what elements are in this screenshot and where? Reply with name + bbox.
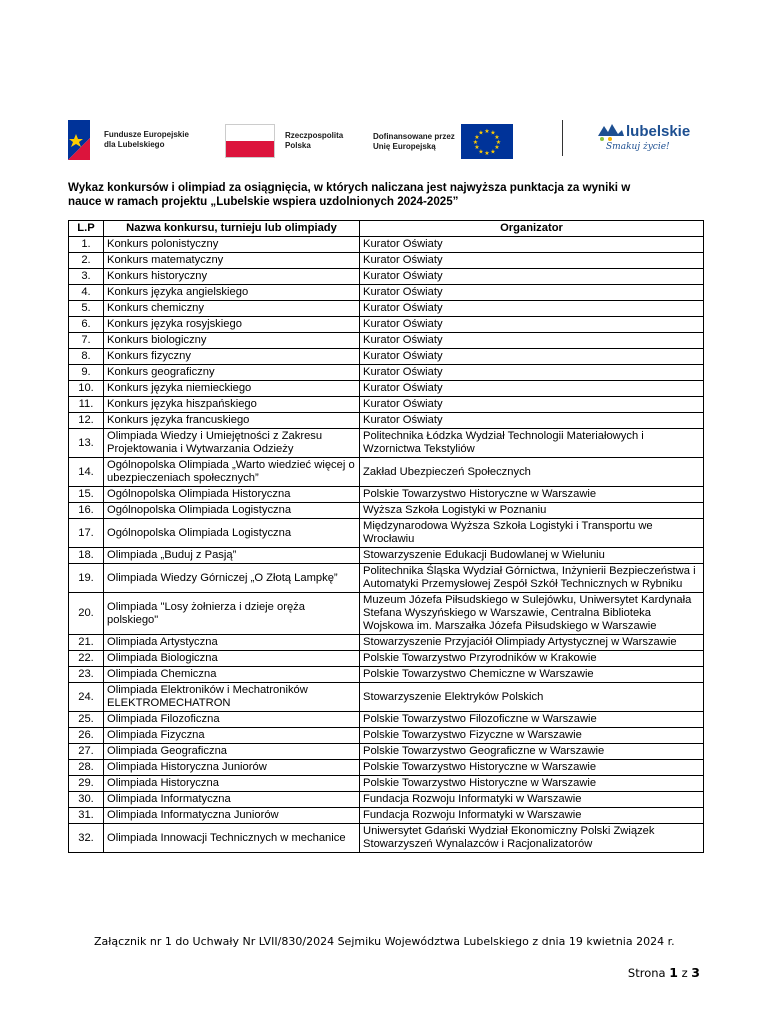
cell-organizer: Zakład Ubezpieczeń Społecznych xyxy=(360,458,704,487)
table-row xyxy=(69,683,704,712)
cell-name: Olimpiada Biologiczna xyxy=(104,651,360,667)
cell-name: Konkurs polonistyczny xyxy=(104,237,360,253)
cell-lp: 14. xyxy=(69,458,104,487)
cell-lp: 16. xyxy=(69,503,104,519)
table-body xyxy=(69,237,704,853)
cell-lp: 23. xyxy=(69,667,104,683)
logo-bar xyxy=(68,116,698,168)
cell-lp: 13. xyxy=(69,429,104,458)
ue-text-line1: Dofinansowane przez xyxy=(373,131,455,141)
cell-lp: 30. xyxy=(69,792,104,808)
svg-text:★: ★ xyxy=(490,129,496,137)
table-row xyxy=(69,593,704,635)
cell-lp: 25. xyxy=(69,712,104,728)
cell-name: Ogólnopolska Olimpiada Logistyczna xyxy=(104,519,360,548)
cell-organizer: Fundacja Rozwoju Informatyki w Warszawie xyxy=(360,808,704,824)
cell-name: Olimpiada Informatyczna Juniorów xyxy=(104,808,360,824)
svg-text:★: ★ xyxy=(490,148,496,156)
cell-lp: 3. xyxy=(69,269,104,285)
cell-organizer: Kurator Oświaty xyxy=(360,397,704,413)
table-row xyxy=(69,413,704,429)
fundusze-europejskie-logo xyxy=(68,120,189,160)
header-name: Nazwa konkursu, turnieju lub olimpiady xyxy=(104,221,360,237)
rp-text-line1: Rzeczpospolita xyxy=(285,131,344,140)
svg-text:★: ★ xyxy=(484,128,490,135)
table-row xyxy=(69,458,704,487)
document-heading xyxy=(68,181,708,209)
rzeczpospolita-polska-logo xyxy=(225,124,343,158)
cell-lp: 7. xyxy=(69,333,104,349)
table-row xyxy=(69,776,704,792)
table-row xyxy=(69,349,704,365)
cell-organizer: Fundacja Rozwoju Informatyki w Warszawie xyxy=(360,792,704,808)
cell-lp: 19. xyxy=(69,564,104,593)
table-row xyxy=(69,792,704,808)
attachment-note: Załącznik nr 1 do Uchwały Nr LVII/830/2024 Sejmiku Województwa Lubelskiego z dnia 19 kwietnia 2024 r. xyxy=(94,935,675,948)
heading-line2: nauce w ramach projektu „Lubelskie wspiera uzdolnionych 2024-2025” xyxy=(68,195,459,208)
table-row xyxy=(69,237,704,253)
cell-name: Olimpiada Innowacji Technicznych w mechanice xyxy=(104,824,360,853)
cell-lp: 2. xyxy=(69,253,104,269)
cell-organizer: Kurator Oświaty xyxy=(360,365,704,381)
table-row xyxy=(69,285,704,301)
cell-lp: 26. xyxy=(69,728,104,744)
page-of: z xyxy=(681,966,688,980)
cell-name: Konkurs fizyczny xyxy=(104,349,360,365)
cell-name: Ogólnopolska Olimpiada Logistyczna xyxy=(104,503,360,519)
cell-lp: 29. xyxy=(69,776,104,792)
svg-text:★: ★ xyxy=(472,139,478,146)
svg-text:★: ★ xyxy=(474,144,480,151)
rp-text-line2: Polska xyxy=(285,141,311,150)
cell-organizer: Kurator Oświaty xyxy=(360,285,704,301)
cell-lp: 18. xyxy=(69,548,104,564)
cell-name: Olimpiada Fizyczna xyxy=(104,728,360,744)
table-row xyxy=(69,808,704,824)
cell-name: Olimpiada Historyczna xyxy=(104,776,360,792)
cell-organizer: Polskie Towarzystwo Historyczne w Warszawie xyxy=(360,760,704,776)
cell-organizer: Polskie Towarzystwo Chemiczne w Warszawie xyxy=(360,667,704,683)
cell-lp: 28. xyxy=(69,760,104,776)
cell-name: Olimpiada Artystyczna xyxy=(104,635,360,651)
table-row xyxy=(69,333,704,349)
table-row xyxy=(69,301,704,317)
fe-flag-icon xyxy=(68,120,98,160)
cell-lp: 1. xyxy=(69,237,104,253)
lubelskie-mark-icon xyxy=(596,120,626,142)
cell-name: Konkurs geograficzny xyxy=(104,365,360,381)
table-row xyxy=(69,397,704,413)
cell-name: Olimpiada "Losy żołnierza i dzieje oręża polskiego" xyxy=(104,593,360,635)
svg-text:★: ★ xyxy=(494,134,500,141)
cell-lp: 22. xyxy=(69,651,104,667)
fe-text-line2: dla Lubelskiego xyxy=(104,140,165,149)
cell-organizer: Stowarzyszenie Edukacji Budowlanej w Wieluniu xyxy=(360,548,704,564)
cell-name: Olimpiada Wiedzy i Umiejętności z Zakresu Projektowania i Wytwarzania Odzieży xyxy=(104,429,360,458)
cell-name: Konkurs języka niemieckiego xyxy=(104,381,360,397)
cell-name: Ogólnopolska Olimpiada Historyczna xyxy=(104,487,360,503)
table-row xyxy=(69,564,704,593)
cell-name: Konkurs historyczny xyxy=(104,269,360,285)
cell-lp: 20. xyxy=(69,593,104,635)
table-row xyxy=(69,269,704,285)
cell-lp: 17. xyxy=(69,519,104,548)
cell-lp: 32. xyxy=(69,824,104,853)
svg-text:★: ★ xyxy=(474,134,480,141)
cell-lp: 4. xyxy=(69,285,104,301)
header-organizer: Organizator xyxy=(360,221,704,237)
cell-organizer: Politechnika Łódzka Wydział Technologii Materiałowych i Wzornictwa Tekstyliów xyxy=(360,429,704,458)
cell-lp: 10. xyxy=(69,381,104,397)
cell-organizer: Kurator Oświaty xyxy=(360,301,704,317)
lubelskie-name: lubelskie xyxy=(626,122,691,140)
table-row xyxy=(69,635,704,651)
cell-lp: 27. xyxy=(69,744,104,760)
cell-organizer: Kurator Oświaty xyxy=(360,413,704,429)
table-row xyxy=(69,667,704,683)
cell-organizer: Międzynarodowa Wyższa Szkoła Logistyki i Transportu we Wrocławiu xyxy=(360,519,704,548)
cell-organizer: Polskie Towarzystwo Przyrodników w Krakowie xyxy=(360,651,704,667)
cell-name: Konkurs biologiczny xyxy=(104,333,360,349)
cell-organizer: Uniwersytet Gdański Wydział Ekonomiczny Polski Związek Stowarzyszeń Wynalazców i Racjonalizatorów xyxy=(360,824,704,853)
table-row xyxy=(69,728,704,744)
svg-text:★: ★ xyxy=(494,144,500,151)
lubelskie-logo xyxy=(596,120,690,152)
cell-lp: 31. xyxy=(69,808,104,824)
cell-name: Olimpiada Elektroników i Mechatroników ELEKTROMECHATRON xyxy=(104,683,360,712)
page-current: 1 xyxy=(669,965,678,980)
cell-organizer: Kurator Oświaty xyxy=(360,253,704,269)
table-row xyxy=(69,503,704,519)
table-row xyxy=(69,487,704,503)
table-row xyxy=(69,429,704,458)
cell-name: Ogólnopolska Olimpiada „Warto wiedzieć więcej o ubezpieczeniach społecznych” xyxy=(104,458,360,487)
eu-cofinanced-logo xyxy=(373,124,513,159)
cell-lp: 5. xyxy=(69,301,104,317)
table-row xyxy=(69,317,704,333)
cell-name: Konkurs języka hiszpańskiego xyxy=(104,397,360,413)
cell-organizer: Politechnika Śląska Wydział Górnictwa, Inżynierii Bezpieczeństwa i Automatyki Przemysłowej Zespół Szkół Technicznych w Rybniku xyxy=(360,564,704,593)
cell-name: Olimpiada Chemiczna xyxy=(104,667,360,683)
logo-divider xyxy=(562,120,563,156)
cell-organizer: Stowarzyszenie Przyjaciół Olimpiady Artystycznej w Warszawie xyxy=(360,635,704,651)
table-header-row xyxy=(69,221,704,237)
table-row xyxy=(69,253,704,269)
cell-organizer: Wyższa Szkoła Logistyki w Poznaniu xyxy=(360,503,704,519)
cell-name: Konkurs matematyczny xyxy=(104,253,360,269)
table-row xyxy=(69,651,704,667)
cell-organizer: Kurator Oświaty xyxy=(360,317,704,333)
table-row xyxy=(69,548,704,564)
page-number xyxy=(628,965,700,980)
cell-lp: 15. xyxy=(69,487,104,503)
polish-flag-icon xyxy=(225,124,275,158)
cell-name: Konkurs języka rosyjskiego xyxy=(104,317,360,333)
eu-flag-icon xyxy=(461,124,513,159)
cell-organizer: Kurator Oświaty xyxy=(360,333,704,349)
fe-text-line1: Fundusze Europejskie xyxy=(104,130,189,139)
cell-organizer: Stowarzyszenie Elektryków Polskich xyxy=(360,683,704,712)
heading-line1: Wykaz konkursów i olimpiad za osiągnięcia, w których naliczana jest najwyższa punktacja za wyniki w xyxy=(68,181,631,194)
svg-text:★: ★ xyxy=(495,139,501,146)
svg-text:★: ★ xyxy=(478,129,484,137)
page-label: Strona xyxy=(627,966,666,980)
cell-name: Konkurs języka francuskiego xyxy=(104,413,360,429)
cell-organizer: Kurator Oświaty xyxy=(360,381,704,397)
cell-organizer: Polskie Towarzystwo Geograficzne w Warszawie xyxy=(360,744,704,760)
cell-organizer: Muzeum Józefa Piłsudskiego w Sulejówku, Uniwersytet Kardynała Stefana Wyszyńskiego w Warszawie, Centralna Biblioteka Wojskowa im. Marszałka Józefa Piłsudskiego w Warszawie xyxy=(360,593,704,635)
cell-organizer: Polskie Towarzystwo Historyczne w Warszawie xyxy=(360,487,704,503)
cell-name: Konkurs języka angielskiego xyxy=(104,285,360,301)
cell-organizer: Kurator Oświaty xyxy=(360,349,704,365)
cell-organizer: Polskie Towarzystwo Fizyczne w Warszawie xyxy=(360,728,704,744)
svg-text:★: ★ xyxy=(478,148,484,156)
cell-lp: 9. xyxy=(69,365,104,381)
cell-name: Olimpiada Geograficzna xyxy=(104,744,360,760)
cell-lp: 12. xyxy=(69,413,104,429)
table-row xyxy=(69,365,704,381)
svg-text:★: ★ xyxy=(484,150,490,157)
ue-text-line2: Unię Europejską xyxy=(373,141,436,151)
cell-lp: 21. xyxy=(69,635,104,651)
cell-lp: 11. xyxy=(69,397,104,413)
cell-name: Olimpiada Historyczna Juniorów xyxy=(104,760,360,776)
header-lp: L.P xyxy=(69,221,104,237)
cell-organizer: Kurator Oświaty xyxy=(360,237,704,253)
cell-name: Olimpiada Informatyczna xyxy=(104,792,360,808)
cell-organizer: Kurator Oświaty xyxy=(360,269,704,285)
cell-name: Konkurs chemiczny xyxy=(104,301,360,317)
cell-lp: 8. xyxy=(69,349,104,365)
table-row xyxy=(69,824,704,853)
cell-lp: 24. xyxy=(69,683,104,712)
cell-organizer: Polskie Towarzystwo Historyczne w Warszawie xyxy=(360,776,704,792)
table-row xyxy=(69,744,704,760)
page-total: 3 xyxy=(691,965,700,980)
cell-lp: 6. xyxy=(69,317,104,333)
cell-name: Olimpiada Wiedzy Górniczej „O Złotą Lampkę” xyxy=(104,564,360,593)
cell-name: Olimpiada Filozoficzna xyxy=(104,712,360,728)
cell-organizer: Polskie Towarzystwo Filozoficzne w Warszawie xyxy=(360,712,704,728)
table-row xyxy=(69,760,704,776)
table-row xyxy=(69,712,704,728)
competitions-table xyxy=(68,220,704,853)
table-row xyxy=(69,381,704,397)
lubelskie-slogan: Smakuj życie! xyxy=(606,142,670,152)
table-row xyxy=(69,519,704,548)
cell-name: Olimpiada „Buduj z Pasją” xyxy=(104,548,360,564)
